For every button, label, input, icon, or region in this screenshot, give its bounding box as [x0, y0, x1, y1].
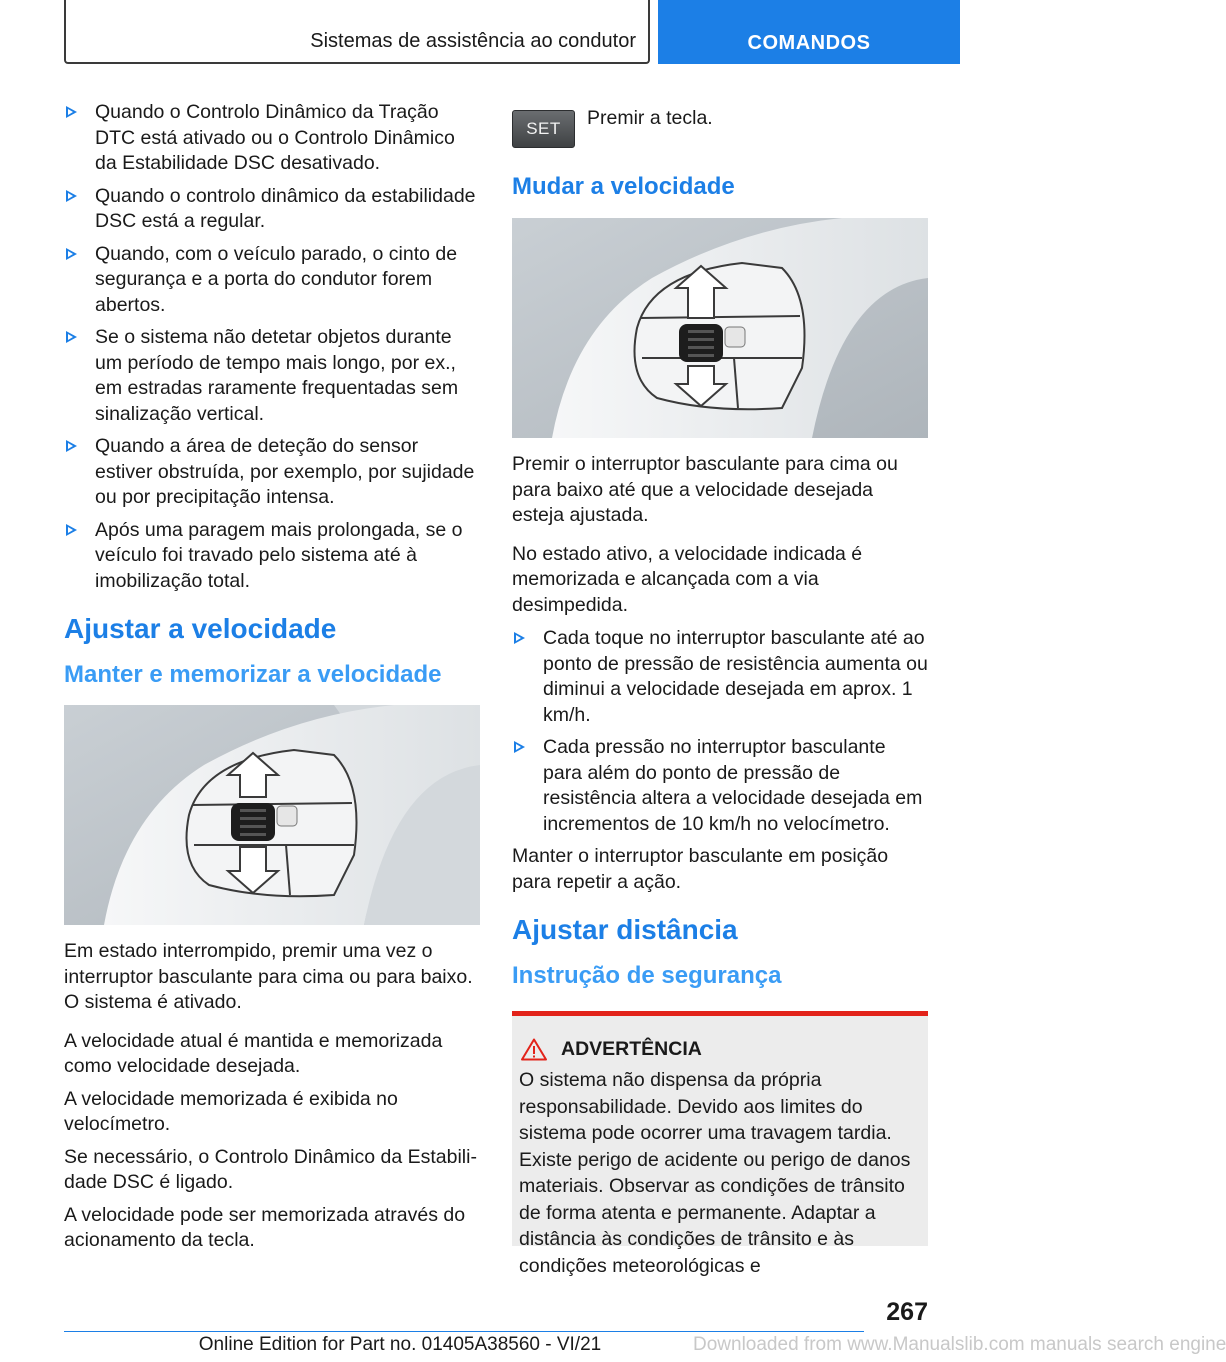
page-number: 267 [886, 1298, 928, 1326]
paragraph: A velocidade memorizada é exibida no velocímetro. [64, 1087, 398, 1135]
paragraph: Em estado interrompido, premir uma vez o interruptor basculante para cima ou para baixo. O sistema é ativado. [64, 940, 473, 1013]
warning-box [512, 1011, 928, 1277]
steering-wheel-rocker-switch-image [512, 218, 928, 438]
bullet-triangle-icon [66, 248, 77, 260]
bullet-triangle-icon [514, 741, 525, 753]
bullet-triangle-icon [66, 524, 77, 536]
heading-adjust-distance: Ajustar distância [512, 914, 738, 945]
list-item: Quando o controlo dinâmico da estabilidade DSC está a regular. [64, 184, 480, 235]
heading-keep-memorize-speed: Manter e memorizar a velocidade [64, 661, 442, 688]
list-item: Quando, com o veículo parado, o cinto de segurança e a porta do condutor forem abertos. [64, 242, 480, 319]
set-key-icon: SET [512, 110, 575, 148]
steering-wheel-rocker-switch-image [64, 705, 480, 925]
list-item: Quando a área de deteção do sensor estiver obstruída, por exemplo, por sujidade ou por precipitação intensa. [64, 434, 480, 511]
list-item: Se o sistema não detetar objetos durante um período de tempo mais longo, por ex., em estradas raramente frequentadas sem sinalização vertical. [64, 325, 480, 427]
footer-watermark: Downloaded from www.Manualslib.com manuals search engine [693, 1334, 1226, 1355]
paragraph: Se necessário, o Controlo Dinâmico da Estabilidade DSC é ligado. [64, 1145, 477, 1193]
warning-title: ADVERTÊNCIA [519, 1038, 921, 1061]
bullet-triangle-icon [66, 331, 77, 343]
header-chapter-tab [658, 0, 960, 64]
set-key-instruction: Premir a tecla. [587, 107, 713, 129]
header-chapter-title: COMANDOS [747, 32, 871, 54]
heading-change-speed: Mudar a velocidade [512, 173, 735, 200]
bullet-triangle-icon [66, 440, 77, 452]
set-key-row [512, 100, 928, 148]
header-section-title: Sistemas de assistência ao condutor [310, 30, 636, 52]
bullet-triangle-icon [514, 632, 525, 644]
paragraph: Premir o interruptor basculante para cima ou para baixo até que a velocidade desejada esteja ajustada. [512, 453, 898, 526]
paragraph: No estado ativo, a velocidade indicada é memorizada e alcançada com a via desimpedida. [512, 542, 863, 616]
heading-adjust-speed: Ajustar a velocidade [64, 613, 337, 644]
paragraph: A velocidade pode ser memorizada através do acionamento da tecla. [64, 1203, 466, 1251]
heading-safety-instruction: Instrução de segurança [512, 962, 782, 989]
list-item: Após uma paragem mais prolongada, se o veículo foi travado pelo sistema até à imobilização total. [64, 518, 480, 595]
bullet-triangle-icon [66, 106, 77, 118]
footer-edition: Online Edition for Part no. 01405A38560 - VI/21 [198, 1334, 602, 1355]
paragraph: A velocidade atual é mantida e memorizada como velocidade desejada. [64, 1029, 443, 1077]
paragraph: Manter o interruptor basculante em posição para repetir a ação. [512, 845, 889, 893]
right-column [512, 100, 928, 1277]
footer-divider [64, 1331, 864, 1332]
list-item: Cada toque no interruptor basculante até ao ponto de pressão de resistência aumenta ou diminui a velocidade desejada em aprox. 1 km/h. [512, 626, 928, 728]
warning-triangle-icon [521, 1038, 547, 1061]
left-column [64, 100, 480, 1261]
list-item: Quando o Controlo Dinâmico da Tração DTC está ativado ou o Controlo Dinâmico da Estabilidade DSC desativado. [64, 100, 480, 177]
header-section-tab [64, 0, 650, 64]
list-item: Cada pressão no interruptor basculante para além do ponto de pressão de resistência altera a velocidade desejada em incrementos de 10 km/h no velocímetro. [512, 735, 928, 837]
bullet-triangle-icon [66, 190, 77, 202]
warning-body: O sistema não dispensa da própria responsabilidade. Devido aos limites do sistema pode ocorrer uma travagem tardia. Existe perigo de acidente ou perigo de danos materiais. Observar as condições de trânsito de forma atenta e permanente. Adaptar a distância às condições de trânsito e às condições meteorológicas e [519, 1069, 911, 1277]
